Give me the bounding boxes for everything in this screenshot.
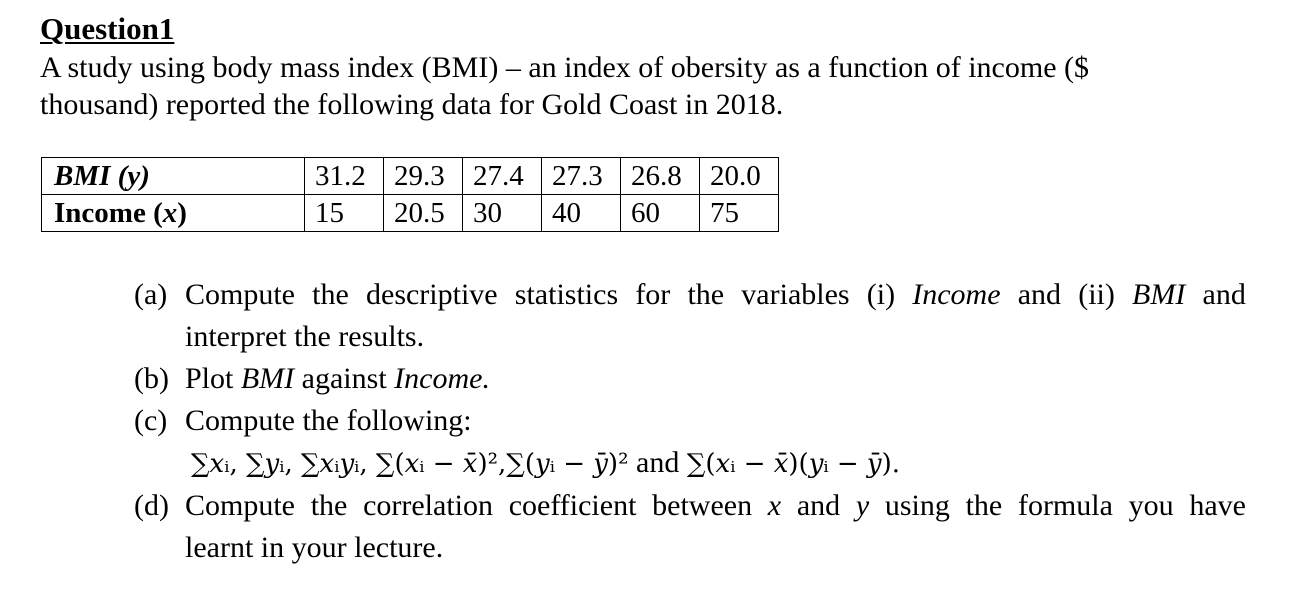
question-heading: Question1	[40, 11, 175, 46]
word: (i)	[866, 278, 896, 311]
word: you	[1128, 489, 1174, 522]
part-b-tag: (b)	[134, 362, 169, 395]
table-cell: 29.3	[384, 158, 463, 195]
table-cell: 40	[542, 195, 621, 232]
row-label-income	[42, 195, 305, 232]
part-c	[134, 400, 1246, 442]
part-b-mid: against	[294, 362, 395, 395]
table-row-bmi	[42, 158, 779, 195]
table-cell: 30	[463, 195, 542, 232]
word: statistics	[514, 278, 619, 311]
word: formula	[1017, 489, 1113, 522]
word: the	[965, 489, 1003, 522]
word: and	[1017, 278, 1062, 311]
table-cell: 31.2	[305, 158, 384, 195]
word: the	[310, 489, 348, 522]
word-italic: y	[855, 489, 870, 522]
part-b-text	[185, 358, 1246, 400]
part-b	[134, 358, 1246, 400]
word: between	[652, 489, 753, 522]
row-label-income-text: Income (	[54, 197, 163, 229]
table-cell: 27.4	[463, 158, 542, 195]
word: the	[312, 278, 349, 311]
word: Compute	[185, 489, 295, 522]
part-d-line-2: learnt in your lecture.	[185, 531, 444, 564]
word: (ii)	[1078, 278, 1115, 311]
word: the	[687, 278, 725, 311]
table-cell: 20.5	[384, 195, 463, 232]
part-a	[134, 274, 1246, 358]
part-d-line-1	[185, 485, 1246, 527]
part-a-tag: (a)	[134, 278, 168, 311]
word: descriptive	[366, 278, 498, 311]
formula-cross-sum: ∑(𝑥ᵢ − 𝑥̄)(𝑦ᵢ − 𝑦̄).	[686, 449, 901, 479]
row-label-income-close: )	[177, 197, 187, 229]
word-italic: Income	[912, 278, 1001, 311]
intro-line-2: thousand) reported the following data for Gold Coast in 2018.	[40, 88, 784, 121]
part-b-var-bmi: BMI	[240, 362, 295, 395]
row-label-bmi-text: BMI (	[54, 160, 128, 192]
table-row-income	[42, 195, 779, 232]
row-label-income-var: x	[162, 197, 178, 229]
word: and	[1202, 278, 1246, 311]
question-parts	[134, 274, 1246, 569]
intro-paragraph	[40, 49, 1280, 123]
word: Compute	[185, 278, 295, 311]
word: for	[635, 278, 671, 311]
row-label-bmi-var: y	[127, 160, 141, 192]
word-italic: BMI	[1132, 278, 1186, 311]
word: using	[884, 489, 950, 522]
part-c-tag: (c)	[134, 404, 168, 437]
word: variables	[741, 278, 850, 311]
intro-line-1: A study using body mass index (BMI) – an index of obersity as a function of income ($	[40, 51, 1090, 84]
part-b-var-income: Income.	[394, 362, 490, 395]
formula-and: and	[628, 446, 687, 479]
table-cell: 60	[621, 195, 700, 232]
part-c-formula	[134, 442, 1246, 485]
part-c-text: Compute the following:	[185, 404, 472, 437]
table-cell: 27.3	[542, 158, 621, 195]
word: coefficient	[508, 489, 637, 522]
word: and	[796, 489, 841, 522]
formula-sums: ∑𝑥ᵢ, ∑𝑦ᵢ, ∑𝑥ᵢ𝑦ᵢ, ∑(𝑥ᵢ − 𝑥̄)²,∑(𝑦ᵢ − 𝑦̄)²	[191, 449, 629, 479]
table-cell: 20.0	[700, 158, 779, 195]
row-label-bmi-close: )	[140, 160, 150, 192]
table-cell: 15	[305, 195, 384, 232]
table-cell: 26.8	[621, 158, 700, 195]
word-italic: x	[767, 489, 782, 522]
data-table	[41, 157, 779, 232]
part-a-line-2: interpret the results.	[185, 320, 425, 353]
part-d-tag: (d)	[134, 489, 169, 522]
row-label-bmi	[42, 158, 305, 195]
table-cell: 75	[700, 195, 779, 232]
part-b-pre: Plot	[185, 362, 241, 395]
word: correlation	[363, 489, 493, 522]
part-d	[134, 485, 1246, 569]
word: have	[1189, 489, 1246, 522]
part-a-line-1	[185, 274, 1246, 316]
